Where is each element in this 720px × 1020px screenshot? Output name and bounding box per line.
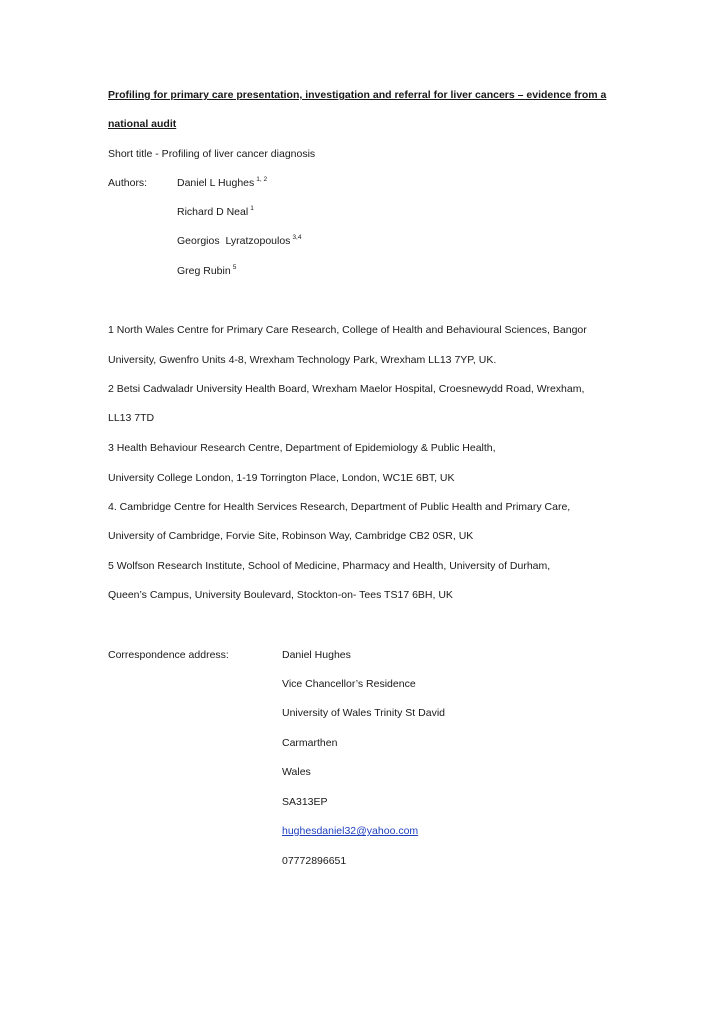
author-name: Georgios Lyratzopoulos [177, 235, 291, 247]
authors-label: Authors: [108, 177, 148, 189]
affiliation-line: University College London, 1-19 Torrington Place, London, WC1E 6BT, UK [108, 472, 455, 484]
author-affiliation: 3,4 [292, 234, 302, 241]
correspondence-line1: Vice Chancellor’s Residence [282, 678, 416, 690]
author-affiliation: 1, 2 [256, 176, 268, 183]
affiliation-line: LL13 7TD [108, 412, 155, 424]
author-4 [177, 264, 236, 278]
short-title: Short title - Profiling of liver cancer diagnosis [108, 148, 316, 160]
author-1 [177, 176, 267, 190]
correspondence-country: Wales [282, 766, 311, 778]
correspondence-city: Carmarthen [282, 737, 338, 749]
affiliation-line: 4. Cambridge Centre for Health Services Research, Department of Public Health and Primary Care, [108, 501, 571, 513]
author-2 [177, 205, 254, 219]
author-affiliation: 5 [232, 264, 237, 271]
affiliation-line: Queen’s Campus, University Boulevard, Stockton-on- Tees TS17 6BH, UK [108, 589, 453, 601]
affiliation-line: University of Cambridge, Forvie Site, Robinson Way, Cambridge CB2 0SR, UK [108, 530, 474, 542]
title-line-1: Profiling for primary care presentation, investigation and referral for liver cancers – evidence from a [108, 89, 607, 101]
author-name: Greg Rubin [177, 265, 231, 277]
affiliation-line: 1 North Wales Centre for Primary Care Research, College of Health and Behavioural Sciences, Bangor [108, 324, 587, 336]
affiliation-line: 3 Health Behaviour Research Centre, Department of Epidemiology & Public Health, [108, 442, 496, 454]
affiliation-line: University, Gwenfro Units 4-8, Wrexham Technology Park, Wrexham LL13 7YP, UK. [108, 354, 497, 366]
correspondence-postcode: SA313EP [282, 796, 328, 808]
author-name: Daniel L Hughes [177, 177, 255, 189]
author-3 [177, 234, 301, 248]
correspondence-name: Daniel Hughes [282, 649, 351, 661]
affiliation-line: 5 Wolfson Research Institute, School of Medicine, Pharmacy and Health, University of Durham, [108, 560, 551, 572]
affiliation-line: 2 Betsi Cadwaladr University Health Board, Wrexham Maelor Hospital, Croesnewydd Road, Wrexham, [108, 383, 585, 395]
correspondence-email-row [282, 824, 418, 838]
author-affiliation: 1 [250, 205, 254, 212]
correspondence-line2: University of Wales Trinity St David [282, 707, 445, 719]
correspondence-phone: 07772896651 [282, 855, 347, 867]
correspondence-label: Correspondence address: [108, 649, 229, 661]
email-link[interactable]: hughesdaniel32@yahoo.com [282, 825, 419, 837]
title-line-2: national audit [108, 118, 177, 130]
author-name: Richard D Neal [177, 206, 249, 218]
